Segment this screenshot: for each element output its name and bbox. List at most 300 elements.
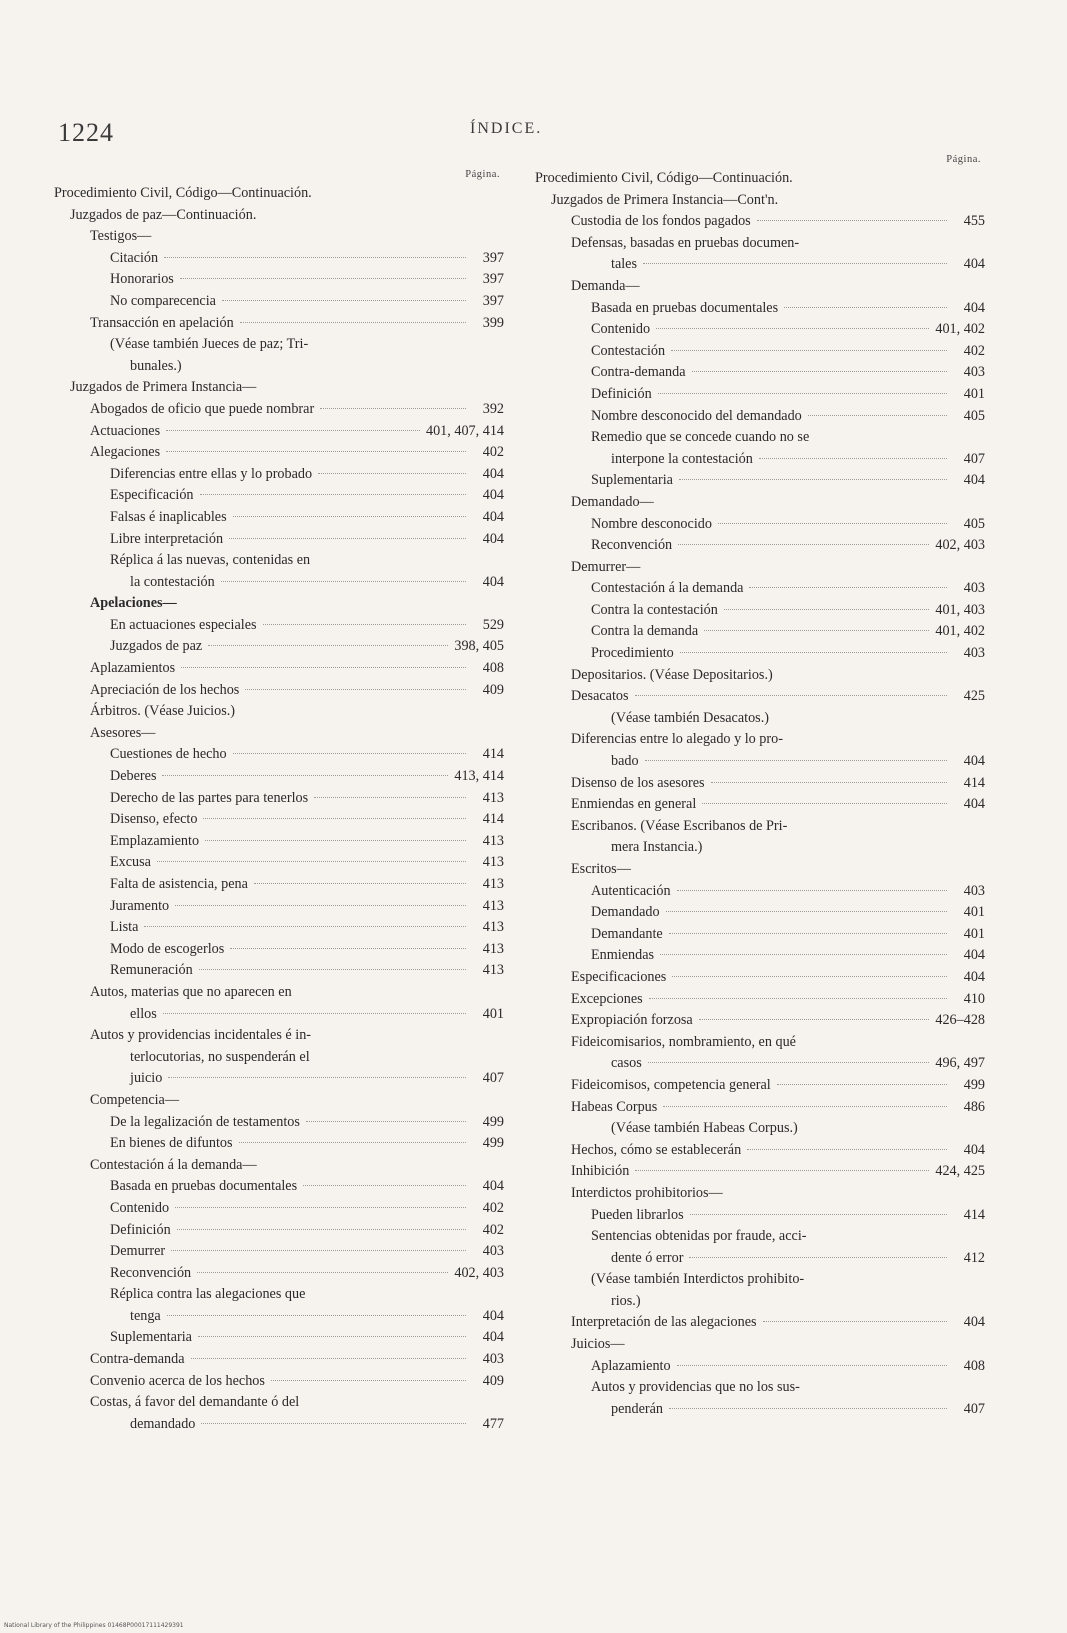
- entry-term: Contra-demanda: [90, 1351, 185, 1368]
- index-entry: [54, 615, 504, 637]
- leader-dots: [177, 1229, 466, 1230]
- leader-dots: [702, 803, 947, 804]
- leader-dots: [157, 861, 466, 862]
- entry-page: 404: [963, 796, 985, 813]
- entry-page: 409: [482, 681, 504, 698]
- entry-page: 404: [963, 472, 985, 489]
- index-entry: [54, 1327, 504, 1349]
- entry-page: 403: [963, 882, 985, 899]
- entry-term: Suplementaria: [110, 1329, 192, 1346]
- entry-page: 455: [963, 213, 985, 230]
- index-entry: [535, 362, 985, 384]
- entry-term: Lista: [110, 919, 139, 936]
- index-entry: [535, 1053, 985, 1075]
- leader-dots: [168, 1077, 466, 1078]
- entry-term: Pueden librarlos: [591, 1206, 684, 1223]
- entry-page: 397: [482, 249, 504, 266]
- index-entry: [535, 881, 985, 903]
- leader-dots: [180, 278, 466, 279]
- index-entry: [535, 1334, 985, 1356]
- leader-dots: [704, 630, 929, 631]
- index-entry: [535, 708, 985, 730]
- entry-term: Alegaciones: [90, 444, 161, 461]
- index-entry: [535, 1291, 985, 1313]
- index-entry: [54, 1025, 504, 1047]
- entry-term: Depositarios. (Véase Depositarios.): [571, 666, 773, 683]
- leader-dots: [677, 890, 947, 891]
- entry-term: Contenido: [591, 321, 651, 338]
- entry-term: Contra-demanda: [591, 364, 686, 381]
- index-entry: [54, 1349, 504, 1371]
- index-entry: [535, 751, 985, 773]
- index-entry: [54, 248, 504, 270]
- entry-page: 404: [963, 299, 985, 316]
- index-entry: [535, 1161, 985, 1183]
- entry-page: 392: [482, 400, 504, 417]
- entry-term: Suplementaria: [591, 472, 673, 489]
- entry-page: 401, 407, 414: [425, 422, 504, 439]
- index-entry: [54, 982, 504, 1004]
- entry-term: (Véase también Jueces de paz; Tri-: [110, 336, 309, 353]
- entry-page: 403: [963, 364, 985, 381]
- entry-term: Definición: [110, 1221, 171, 1238]
- entry-page: 424, 425: [935, 1163, 985, 1180]
- index-entry: [54, 313, 504, 335]
- leader-dots: [724, 609, 929, 610]
- entry-term: rios.): [611, 1292, 641, 1309]
- index-entry: [535, 427, 985, 449]
- index-entry: [54, 377, 504, 399]
- index-entry: [535, 967, 985, 989]
- leader-dots: [318, 473, 466, 474]
- index-entry: [535, 406, 985, 428]
- index-entry: [535, 1118, 985, 1140]
- entry-page: 413: [482, 940, 504, 957]
- entry-page: 410: [963, 990, 985, 1007]
- leader-dots: [749, 587, 947, 588]
- entry-term: Convenio acerca de los hechos: [90, 1372, 265, 1389]
- leader-dots: [663, 1106, 947, 1107]
- entry-page: 402: [963, 342, 985, 359]
- entry-page: 408: [963, 1357, 985, 1374]
- leader-dots: [645, 760, 947, 761]
- entry-page: 404: [963, 947, 985, 964]
- index-entry: [535, 859, 985, 881]
- entry-term: Enmiendas en general: [571, 796, 697, 813]
- entry-term: Procedimiento: [591, 645, 674, 662]
- entry-term: Abogados de oficio que puede nombrar: [90, 400, 315, 417]
- leader-dots: [718, 523, 947, 524]
- leader-dots: [205, 840, 466, 841]
- entry-term: Procedimiento Civil, Código—Continuación.: [54, 185, 312, 201]
- entry-page: 401, 402: [935, 623, 985, 640]
- index-entry: [535, 514, 985, 536]
- index-entry: [54, 485, 504, 507]
- entry-page: 413: [482, 897, 504, 914]
- index-entry: [535, 578, 985, 600]
- entry-term: Demandado: [591, 904, 660, 921]
- index-entry: [535, 794, 985, 816]
- entry-page: 414: [963, 774, 985, 791]
- entry-page: 486: [963, 1098, 985, 1115]
- entry-term: ellos: [130, 1005, 157, 1022]
- page-number: 1224: [58, 118, 114, 147]
- index-entry: [535, 621, 985, 643]
- entry-term: Juzgados de paz: [110, 638, 203, 655]
- index-entry: [54, 421, 504, 443]
- entry-term: Autos, materias que no aparecen en: [90, 983, 292, 1000]
- entry-page: 398, 405: [454, 638, 504, 655]
- index-entry: [54, 680, 504, 702]
- entry-term: Habeas Corpus: [571, 1098, 658, 1115]
- index-entry: [535, 1248, 985, 1270]
- index-entry: [535, 470, 985, 492]
- entry-page: 405: [963, 407, 985, 424]
- index-entry: [54, 1155, 504, 1177]
- entry-term: Réplica contra las alegaciones que: [110, 1286, 306, 1303]
- entry-term: Demandante: [591, 925, 663, 942]
- index-entry: [535, 600, 985, 622]
- entry-term: Juzgados de paz—Continuación.: [70, 206, 257, 223]
- entry-page: 404: [963, 1141, 985, 1158]
- entry-term: Reconvención: [591, 537, 673, 554]
- index-entry: [54, 1133, 504, 1155]
- entry-term: Costas, á favor del demandante ó del: [90, 1394, 300, 1411]
- index-entry: [54, 1198, 504, 1220]
- index-entry: [535, 1140, 985, 1162]
- entry-term: Diferencias entre ellas y lo probado: [110, 465, 313, 482]
- leader-dots: [808, 415, 947, 416]
- leader-dots: [306, 1121, 466, 1122]
- leader-dots: [677, 1365, 947, 1366]
- leader-dots: [678, 544, 929, 545]
- index-entry: [54, 1090, 504, 1112]
- leader-dots: [671, 350, 947, 351]
- index-entry: [54, 744, 504, 766]
- index-entry: [535, 319, 985, 341]
- column-page-label: Página.: [946, 154, 981, 165]
- index-entry: [535, 1377, 985, 1399]
- index-entry: [535, 1205, 985, 1227]
- leader-dots: [162, 775, 448, 776]
- entry-term: Demurrer: [110, 1243, 166, 1260]
- entry-page: 407: [482, 1070, 504, 1087]
- index-entry: [54, 1284, 504, 1306]
- entry-term: la contestación: [130, 573, 215, 590]
- right-column: [535, 151, 985, 1420]
- entry-page: 401: [963, 925, 985, 942]
- index-entry: [535, 535, 985, 557]
- index-entry: [54, 766, 504, 788]
- entry-term: Contestación á la demanda: [591, 580, 744, 597]
- leader-dots: [669, 933, 947, 934]
- index-entry: [54, 636, 504, 658]
- index-entry: [54, 1112, 504, 1134]
- entry-term: Juzgados de Primera Instancia—Cont'n.: [551, 191, 779, 208]
- entry-term: Contestación: [591, 342, 666, 359]
- index-entry: [535, 1032, 985, 1054]
- index-entry: [535, 686, 985, 708]
- leader-dots: [635, 695, 947, 696]
- leader-dots: [230, 948, 466, 949]
- index-entry: [54, 550, 504, 572]
- entry-term: Contenido: [110, 1199, 170, 1216]
- leader-dots: [689, 1257, 947, 1258]
- index-entry: [54, 226, 504, 248]
- index-entry: [54, 960, 504, 982]
- index-entry: [54, 1371, 504, 1393]
- entry-term: Juzgados de Primera Instancia—: [70, 379, 257, 396]
- entry-page: 499: [482, 1135, 504, 1152]
- leader-dots: [191, 1358, 466, 1359]
- index-entry: [535, 1226, 985, 1248]
- entry-term: Remuneración: [110, 962, 193, 979]
- entry-term: mera Instancia.): [611, 839, 703, 856]
- entry-page: 414: [482, 811, 504, 828]
- entry-term: terlocutorias, no suspenderán el: [130, 1048, 310, 1065]
- leader-dots: [171, 1250, 466, 1251]
- index-entry: [54, 399, 504, 421]
- entry-term: demandado: [130, 1415, 196, 1432]
- leader-dots: [144, 926, 466, 927]
- entry-term: En bienes de difuntos: [110, 1135, 233, 1152]
- entry-term: casos: [611, 1055, 642, 1072]
- entry-term: En actuaciones especiales: [110, 616, 257, 633]
- index-entry: [535, 254, 985, 276]
- index-entry: [535, 773, 985, 795]
- leader-dots: [245, 689, 466, 690]
- leader-dots: [784, 307, 947, 308]
- leader-dots: [680, 652, 947, 653]
- index-entry: [54, 183, 504, 205]
- index-entry: [535, 1356, 985, 1378]
- entry-term: Interpretación de las alegaciones: [571, 1314, 757, 1331]
- entry-term: (Véase también Interdictos prohibito-: [591, 1271, 805, 1288]
- entry-term: Custodia de los fondos pagados: [571, 213, 751, 230]
- entry-term: Citación: [110, 249, 159, 266]
- entry-term: (Véase también Habeas Corpus.): [611, 1120, 798, 1137]
- entry-page: 425: [963, 688, 985, 705]
- entry-term: Nombre desconocido del demandado: [591, 407, 802, 424]
- entry-page: 401: [963, 904, 985, 921]
- entry-page: 404: [482, 465, 504, 482]
- index-entry: [54, 788, 504, 810]
- entry-page: 404: [482, 530, 504, 547]
- entry-page: 402: [482, 1199, 504, 1216]
- entry-term: Árbitros. (Véase Juicios.): [90, 703, 235, 720]
- entry-term: Juramento: [110, 897, 170, 914]
- entry-page: 404: [963, 753, 985, 770]
- index-entry: [54, 1241, 504, 1263]
- entry-page: 404: [963, 256, 985, 273]
- leader-dots: [208, 645, 448, 646]
- leader-dots: [254, 883, 466, 884]
- entry-page: 499: [482, 1113, 504, 1130]
- entry-term: Especificaciones: [571, 968, 667, 985]
- entry-term: Excusa: [110, 854, 151, 871]
- index-entry: [535, 816, 985, 838]
- entry-term: Cuestiones de hecho: [110, 746, 227, 763]
- entry-page: 407: [963, 450, 985, 467]
- entry-term: Escribanos. (Véase Escribanos de Pri-: [571, 817, 788, 834]
- entry-page: 401: [482, 1005, 504, 1022]
- index-entry: [54, 1004, 504, 1026]
- entry-page: 404: [963, 1314, 985, 1331]
- index-entry: [54, 1306, 504, 1328]
- index-entry: [535, 449, 985, 471]
- leader-dots: [163, 1013, 466, 1014]
- index-entry: [535, 1399, 985, 1421]
- leader-dots: [166, 451, 466, 452]
- entry-term: bado: [611, 753, 639, 770]
- entry-term: Contra la demanda: [591, 623, 699, 640]
- entry-term: Modo de escogerlos: [110, 940, 225, 957]
- entry-term: Escritos—: [571, 861, 631, 877]
- column-page-label: Página.: [465, 169, 500, 180]
- entry-page: 402, 403: [454, 1264, 504, 1281]
- index-entry: [54, 1414, 504, 1436]
- leader-dots: [660, 954, 947, 955]
- entry-term: Autenticación: [591, 882, 671, 899]
- index-entry: [535, 492, 985, 514]
- index-entry: [54, 917, 504, 939]
- entry-term: Emplazamiento: [110, 832, 200, 849]
- index-entry: [535, 665, 985, 687]
- entry-page: 397: [482, 271, 504, 288]
- leader-dots: [198, 1336, 466, 1337]
- index-entry: [535, 276, 985, 298]
- entry-term: Apelaciones—: [90, 595, 177, 612]
- leader-dots: [759, 458, 947, 459]
- index-entry: [54, 852, 504, 874]
- index-entry: [535, 945, 985, 967]
- entry-term: Demandado—: [571, 493, 654, 510]
- entry-term: juicio: [130, 1070, 163, 1087]
- index-entry: [54, 896, 504, 918]
- entry-page: 404: [482, 573, 504, 590]
- entry-page: 404: [482, 508, 504, 525]
- leader-dots: [233, 753, 466, 754]
- entry-term: No comparecencia: [110, 292, 216, 309]
- index-entry: [535, 1183, 985, 1205]
- entry-term: Actuaciones: [90, 422, 161, 439]
- leader-dots: [271, 1380, 466, 1381]
- entry-page: 402, 403: [935, 537, 985, 554]
- leader-dots: [643, 263, 947, 264]
- entry-page: 401, 402: [935, 321, 985, 338]
- entry-term: Deberes: [110, 768, 157, 785]
- leader-dots: [679, 479, 947, 480]
- entry-page: 409: [482, 1372, 504, 1389]
- leader-dots: [200, 494, 466, 495]
- index-entry: [54, 723, 504, 745]
- entry-page: 499: [963, 1076, 985, 1093]
- entry-term: interpone la contestación: [611, 450, 753, 467]
- index-entry: [535, 384, 985, 406]
- entry-page: 496, 497: [935, 1055, 985, 1072]
- entry-term: Diferencias entre lo alegado y lo pro-: [571, 731, 783, 748]
- entry-page: 413: [482, 919, 504, 936]
- entry-term: Demurrer—: [571, 558, 641, 575]
- index-entry: [535, 1010, 985, 1032]
- entry-page: 403: [963, 580, 985, 597]
- leader-dots: [233, 516, 466, 517]
- entry-term: Fideicomisarios, nombramiento, en qué: [571, 1033, 796, 1050]
- entry-term: Transacción en apelación: [90, 314, 234, 331]
- entry-term: Fideicomisos, competencia general: [571, 1076, 771, 1093]
- entry-page: 413: [482, 832, 504, 849]
- entry-page: 414: [963, 1206, 985, 1223]
- entry-term: Contra la contestación: [591, 601, 718, 618]
- entry-term: Réplica á las nuevas, contenidas en: [110, 552, 311, 569]
- entry-page: 399: [482, 314, 504, 331]
- index-entry: [535, 1097, 985, 1119]
- leader-dots: [669, 1408, 947, 1409]
- index-entry: [535, 902, 985, 924]
- leader-dots: [229, 538, 466, 539]
- entry-term: (Véase también Desacatos.): [611, 709, 769, 726]
- index-entry: [535, 557, 985, 579]
- entry-page: 529: [482, 616, 504, 633]
- leader-dots: [658, 393, 947, 394]
- entry-term: Inhibición: [571, 1163, 630, 1180]
- leader-dots: [763, 1321, 947, 1322]
- entry-term: tenga: [130, 1307, 161, 1324]
- leader-dots: [649, 998, 947, 999]
- entry-term: Demanda—: [571, 277, 640, 294]
- entry-term: Asesores—: [90, 724, 156, 741]
- scan-footer: National Library of the Philippines 01468P00017111429391: [4, 1622, 184, 1629]
- entry-term: Contestación á la demanda—: [90, 1156, 257, 1173]
- entry-page: 404: [482, 487, 504, 504]
- entry-page: 403: [482, 1351, 504, 1368]
- leader-dots: [263, 624, 466, 625]
- entry-page: 404: [482, 1178, 504, 1195]
- leader-dots: [747, 1149, 947, 1150]
- entry-term: Expropiación forzosa: [571, 1012, 693, 1029]
- entry-page: 402: [482, 444, 504, 461]
- leader-dots: [690, 1214, 947, 1215]
- entry-page: 401: [963, 385, 985, 402]
- leader-dots: [666, 911, 947, 912]
- entry-term: Nombre desconocido: [591, 515, 712, 532]
- leader-dots: [240, 322, 466, 323]
- leader-dots: [314, 797, 466, 798]
- index-entry: [535, 1075, 985, 1097]
- index-entry: [54, 1263, 504, 1285]
- entry-page: 414: [482, 746, 504, 763]
- leader-dots: [692, 371, 947, 372]
- entry-page: 403: [963, 645, 985, 662]
- entry-term: Autos y providencias que no los sus-: [591, 1379, 800, 1396]
- entry-term: Falta de asistencia, pena: [110, 876, 248, 892]
- entry-term: Interdictos prohibitorios—: [571, 1184, 723, 1201]
- entry-term: tales: [611, 256, 637, 273]
- index-entry: [54, 939, 504, 961]
- index-entry: [54, 874, 504, 896]
- index-entry: [535, 190, 985, 212]
- running-head: ÍNDICE.: [470, 120, 543, 137]
- index-entry: [54, 356, 504, 378]
- index-entry: [535, 211, 985, 233]
- entry-page: 397: [482, 292, 504, 309]
- entry-term: Procedimiento Civil, Código—Continuación.: [535, 170, 793, 186]
- leader-dots: [303, 1185, 466, 1186]
- entry-page: 404: [482, 1329, 504, 1346]
- entry-term: Honorarios: [110, 271, 174, 288]
- index-entry: [54, 1047, 504, 1069]
- index-entry: [54, 334, 504, 356]
